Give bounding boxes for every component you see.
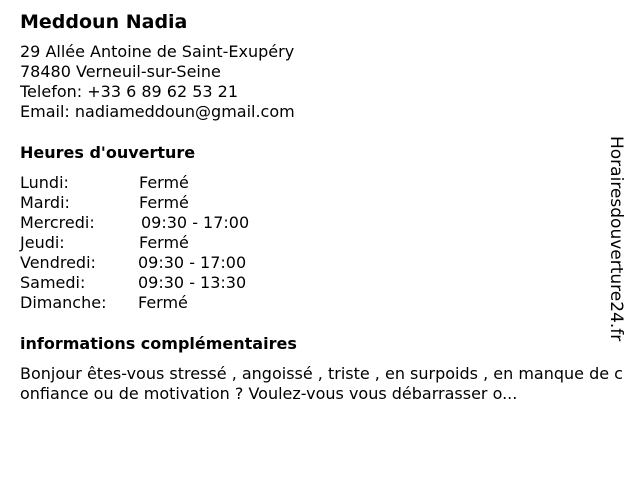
site-watermark: Horairesdouverture24.fr xyxy=(606,136,626,342)
hours-row-tuesday xyxy=(20,193,630,213)
business-name: Meddoun Nadia xyxy=(20,11,188,33)
hours-row-sunday xyxy=(20,293,630,313)
phone-number: Telefon: +33 6 89 62 53 21 xyxy=(20,82,239,101)
day-hours: 09:30 - 13:30 xyxy=(138,273,247,292)
day-label: Jeudi: xyxy=(20,233,65,252)
day-hours: 09:30 - 17:00 xyxy=(138,253,247,272)
city-address: 78480 Verneuil-sur-Seine xyxy=(20,62,221,81)
hours-row-friday xyxy=(20,253,630,273)
day-hours: Fermé xyxy=(138,293,188,312)
day-label: Vendredi: xyxy=(20,253,96,272)
contact-block xyxy=(20,42,630,122)
email-address: Email: nadiameddoun@gmail.com xyxy=(20,102,295,121)
hours-row-thursday xyxy=(20,233,630,253)
day-hours: Fermé xyxy=(139,173,189,192)
hours-row-saturday xyxy=(20,273,630,293)
business-card xyxy=(20,10,630,404)
day-hours: Fermé xyxy=(139,193,189,212)
hours-row-wednesday xyxy=(20,213,630,233)
day-hours: Fermé xyxy=(139,233,189,252)
day-label: Mercredi: xyxy=(20,213,95,232)
hours-row-monday xyxy=(20,173,630,193)
opening-hours-table xyxy=(20,173,630,313)
day-hours: 09:30 - 17:00 xyxy=(141,213,250,232)
day-label: Lundi: xyxy=(20,173,69,192)
additional-info-title: informations complémentaires xyxy=(20,334,297,353)
additional-info-text: Bonjour êtes-vous stressé , angoissé , triste , en surpoids , en manque de confiance ou de motivation ? Voulez-vous vous débarrasser o... xyxy=(20,364,623,403)
day-label: Mardi: xyxy=(20,193,70,212)
street-address: 29 Allée Antoine de Saint-Exupéry xyxy=(20,42,295,61)
day-label: Dimanche: xyxy=(20,293,107,312)
day-label: Samedi: xyxy=(20,273,86,292)
opening-hours-title: Heures d'ouverture xyxy=(20,143,196,162)
